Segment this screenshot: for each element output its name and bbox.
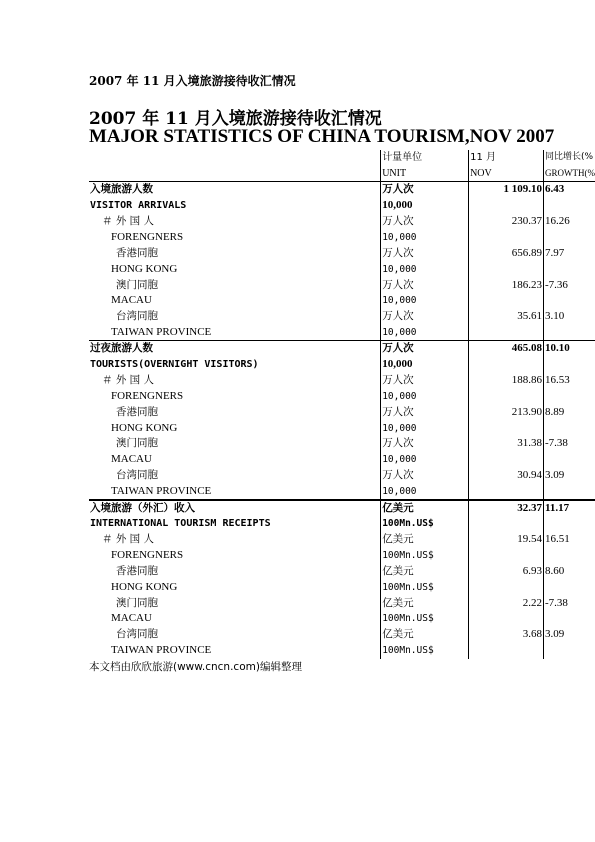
table-row	[89, 404, 595, 420]
row-unit: 万人次	[381, 245, 469, 261]
row-unit: 万人次	[381, 468, 469, 484]
row-growth-value	[543, 198, 595, 214]
row-nov-value	[469, 579, 544, 595]
row-label: 过夜旅游人数	[89, 341, 381, 357]
page-heading: 2007 年 11 月入境旅游接待收汇情况	[89, 74, 296, 88]
table-row	[89, 595, 595, 611]
row-nov-value	[469, 484, 544, 500]
row-unit: 10,000	[381, 484, 469, 500]
table-row	[89, 563, 595, 579]
row-growth-value	[543, 357, 595, 373]
row-unit: 10,000	[381, 420, 469, 436]
row-label: 澳门同胞	[116, 596, 158, 609]
row-unit: 100Mn.US$	[381, 643, 469, 659]
table-header-row-en	[89, 166, 595, 182]
row-nov-value: 186.23	[469, 277, 544, 293]
row-unit: 万人次	[381, 372, 469, 388]
row-label: TAIWAN PROVINCE	[111, 325, 212, 338]
row-label: TAIWAN PROVINCE	[111, 644, 212, 657]
row-growth-value	[543, 452, 595, 468]
row-growth-value: -7.38	[543, 595, 595, 611]
row-nov-value	[469, 452, 544, 468]
row-growth-value	[543, 420, 595, 436]
row-unit: 10,000	[381, 229, 469, 245]
row-nov-value: 656.89	[469, 245, 544, 261]
row-unit: 万人次	[381, 309, 469, 325]
table-row	[89, 214, 595, 230]
row-growth-value: 8.89	[543, 404, 595, 420]
row-unit: 10,000	[381, 388, 469, 404]
row-nov-value	[469, 420, 544, 436]
row-growth-value: 8.60	[543, 563, 595, 579]
row-label: 台湾同胞	[116, 469, 158, 482]
row-growth-value	[543, 229, 595, 245]
row-nov-value	[469, 357, 544, 373]
table-row	[89, 468, 595, 484]
row-unit: 万人次	[381, 341, 469, 357]
row-label: 香港同胞	[116, 246, 158, 259]
table-row	[89, 436, 595, 452]
row-unit: 亿美元	[381, 595, 469, 611]
row-label: MACAU	[111, 453, 152, 466]
row-nov-value	[469, 611, 544, 627]
header-unit-en: UNIT	[381, 166, 469, 182]
row-label: HONG KONG	[111, 262, 178, 275]
table-row	[89, 341, 595, 357]
row-growth-value	[543, 484, 595, 500]
row-unit: 10,000	[381, 452, 469, 468]
footer-note: 本文档由欣欣旅游(www.cncn.com)编辑整理	[89, 661, 302, 673]
row-growth-value	[543, 516, 595, 532]
row-nov-value: 32.37	[469, 500, 544, 516]
row-unit: 100Mn.US$	[381, 516, 469, 532]
row-growth-value: 16.51	[543, 532, 595, 548]
row-label: 澳门同胞	[116, 437, 158, 450]
header-label-cell	[89, 166, 381, 182]
header-growth-en: GROWTH(%	[543, 166, 595, 182]
table-row	[89, 452, 595, 468]
row-label: 香港同胞	[116, 564, 158, 577]
row-label: ＃ 外 国 人	[102, 215, 155, 227]
row-unit: 100Mn.US$	[381, 547, 469, 563]
title-chinese: 2007 年 11 月入境旅游接待收汇情况	[89, 109, 382, 129]
table-row	[89, 484, 595, 500]
row-growth-value: 11.17	[543, 500, 595, 516]
row-unit: 100Mn.US$	[381, 579, 469, 595]
row-growth-value: 16.26	[543, 214, 595, 230]
row-unit: 亿美元	[381, 500, 469, 516]
table-row	[89, 198, 595, 214]
table-row	[89, 643, 595, 659]
row-nov-value	[469, 516, 544, 532]
row-nov-value	[469, 643, 544, 659]
table-row	[89, 627, 595, 643]
table-row	[89, 293, 595, 309]
row-growth-value	[543, 547, 595, 563]
row-nov-value: 3.68	[469, 627, 544, 643]
row-unit: 万人次	[381, 277, 469, 293]
row-label: ＃ 外 国 人	[102, 373, 155, 386]
header-month-en: NOV	[469, 166, 544, 182]
row-growth-value: -7.38	[543, 436, 595, 452]
row-label: HONG KONG	[111, 580, 178, 593]
row-unit: 10,000	[381, 261, 469, 277]
table-row	[89, 388, 595, 404]
row-growth-value	[543, 388, 595, 404]
header-unit-cn: 计量单位	[381, 150, 469, 166]
row-unit: 万人次	[381, 404, 469, 420]
row-growth-value	[543, 293, 595, 309]
header-growth-cn: 同比增长(%	[543, 150, 595, 166]
row-nov-value: 31.38	[469, 436, 544, 452]
row-nov-value: 188.86	[469, 372, 544, 388]
table-row	[89, 182, 595, 198]
row-growth-value	[543, 579, 595, 595]
table-row	[89, 547, 595, 563]
table-row	[89, 611, 595, 627]
row-label: FORENGNERS	[111, 548, 184, 561]
row-nov-value: 6.93	[469, 563, 544, 579]
row-nov-value	[469, 198, 544, 214]
row-unit: 10,000	[381, 357, 469, 373]
row-nov-value	[469, 325, 544, 341]
row-label: TOURISTS(OVERNIGHT VISITORS)	[90, 359, 259, 371]
header-label-cell	[89, 150, 381, 166]
table-row	[89, 325, 595, 341]
row-label: ＃ 外 国 人	[102, 533, 155, 546]
table-row	[89, 500, 595, 516]
row-nov-value: 213.90	[469, 404, 544, 420]
row-growth-value: 3.09	[543, 468, 595, 484]
row-label: 澳门同胞	[116, 278, 158, 291]
row-growth-value: 16.53	[543, 372, 595, 388]
table-row	[89, 277, 595, 293]
row-label: TAIWAN PROVINCE	[111, 484, 212, 497]
row-nov-value	[469, 293, 544, 309]
statistics-table	[89, 150, 595, 659]
row-nov-value: 19.54	[469, 532, 544, 548]
row-growth-value: -7.36	[543, 277, 595, 293]
row-label: MACAU	[111, 294, 152, 307]
row-label: MACAU	[111, 612, 152, 625]
table-row	[89, 261, 595, 277]
row-nov-value: 2.22	[469, 595, 544, 611]
row-unit: 万人次	[381, 182, 469, 198]
header-month-cn: 11 月	[469, 150, 544, 166]
table-row	[89, 229, 595, 245]
table-row	[89, 516, 595, 532]
row-nov-value: 35.61	[469, 309, 544, 325]
row-unit: 亿美元	[381, 563, 469, 579]
row-label: INTERNATIONAL TOURISM RECEIPTS	[90, 518, 271, 530]
row-growth-value: 7.97	[543, 245, 595, 261]
row-nov-value: 1 109.10	[469, 182, 544, 198]
row-nov-value	[469, 229, 544, 245]
row-unit: 10,000	[381, 325, 469, 341]
row-label: HONG KONG	[111, 421, 178, 434]
title-english: MAJOR STATISTICS OF CHINA TOURISM,NOV 2007	[89, 126, 555, 147]
row-nov-value	[469, 547, 544, 563]
row-label: 香港同胞	[116, 405, 158, 418]
table-row	[89, 579, 595, 595]
row-growth-value: 3.10	[543, 309, 595, 325]
table-row	[89, 245, 595, 261]
row-label: 台湾同胞	[116, 310, 158, 323]
table-row	[89, 532, 595, 548]
row-unit: 亿美元	[381, 627, 469, 643]
row-label: FORENGNERS	[111, 389, 184, 402]
row-growth-value	[543, 261, 595, 277]
table-row	[89, 309, 595, 325]
row-nov-value: 230.37	[469, 214, 544, 230]
row-growth-value	[543, 643, 595, 659]
row-growth-value: 6.43	[543, 182, 595, 198]
row-nov-value: 465.08	[469, 341, 544, 357]
row-unit: 100Mn.US$	[381, 611, 469, 627]
table-row	[89, 420, 595, 436]
row-growth-value: 3.09	[543, 627, 595, 643]
row-label: VISITOR ARRIVALS	[90, 200, 187, 212]
row-growth-value	[543, 325, 595, 341]
row-growth-value	[543, 611, 595, 627]
row-label: FORENGNERS	[111, 230, 184, 243]
row-nov-value	[469, 388, 544, 404]
table-row	[89, 357, 595, 373]
row-label: 台湾同胞	[116, 628, 158, 641]
row-unit: 万人次	[381, 436, 469, 452]
row-unit: 10,000	[381, 198, 469, 214]
row-nov-value: 30.94	[469, 468, 544, 484]
row-nov-value	[469, 261, 544, 277]
row-unit: 亿美元	[381, 532, 469, 548]
row-unit: 万人次	[381, 214, 469, 230]
row-unit: 10,000	[381, 293, 469, 309]
table-header-row-cn	[89, 150, 595, 166]
row-growth-value: 10.10	[543, 341, 595, 357]
table-row	[89, 372, 595, 388]
row-label: 入境旅游人数	[89, 182, 381, 198]
row-label: 入境旅游（外汇）收入	[89, 500, 381, 516]
